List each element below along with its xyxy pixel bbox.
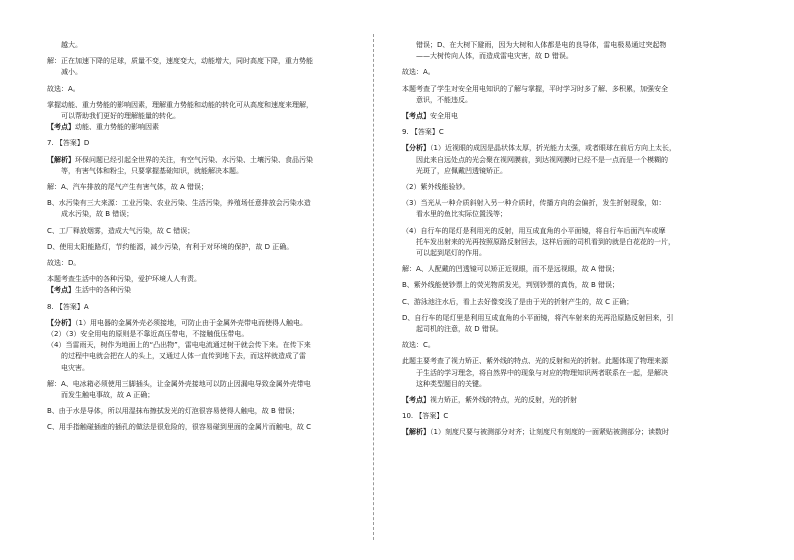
right-text-line (402, 368, 712, 379)
left-text-line (47, 242, 360, 253)
line-text: （4）当雷雨天，树作为地面上的“凸出物”，雷电电流通过树干就会传下来。在传下来 (47, 341, 311, 350)
left-text-line (47, 111, 360, 122)
line-text: 环保问题已经引起全世界的关注，有空气污染、水污染、土壤污染、食品污染 (75, 155, 313, 164)
left-text-line (47, 274, 360, 285)
right-text-line (402, 111, 712, 122)
section-tag: 【考点】 (47, 123, 75, 132)
right-text-line (402, 84, 712, 95)
line-text: 而发生触电事故，故 A 正确； (61, 391, 155, 400)
line-text: 电灾害。 (61, 363, 89, 372)
left-text-line (47, 166, 360, 177)
left-text-line (47, 226, 360, 237)
right-text-line (402, 209, 712, 220)
section-tag: 【考点】 (402, 112, 430, 121)
line-text: 等，有害气体和粉尘，只要掌握基础知识，就能解决本题。 (61, 166, 243, 175)
right-text-line (402, 313, 712, 324)
line-text: 托车发出射来的光再按照原路反射回去，这样后面的司机看到的就是白花花的一片， (416, 237, 675, 246)
right-text-line (402, 95, 712, 106)
line-text: B、紫外线能使钞票上的荧光物质发光，判别钞票的真伪，故 B 错误； (402, 281, 620, 290)
line-text: （1）用电器的金属外壳必须接地，可防止由于金属外壳带电而使得人触电。 (75, 318, 307, 327)
right-text-line (402, 67, 712, 78)
line-text: 成水污染，故 B 错误； (61, 210, 134, 219)
line-text: （1）刻度尺要与被测部分对齐；让刻度尺有刻度的一面紧贴被测部分；读数时 (430, 428, 669, 437)
left-text-line (47, 329, 360, 340)
right-text-line (402, 280, 712, 291)
line-text: 的过程中电就会把在人的头上，又通过人体一直传到地下去，而这样就造成了雷 (61, 352, 306, 361)
left-text-line (47, 209, 360, 220)
right-text-line (402, 166, 712, 177)
line-text: C、游泳池注水后，看上去好像变浅了是由于光的折射产生的，故 C 正确； (402, 297, 634, 306)
line-text: 7. 【答案】D (47, 139, 90, 148)
left-text-line (47, 84, 360, 95)
line-text: 起司机的注意，故 D 错误。 (416, 325, 503, 334)
line-text: 可以帮助我们更好的理解能量的转化。 (61, 112, 180, 121)
line-text: 看水里的鱼比实际位置浅等； (416, 210, 507, 219)
line-text: （4）自行车的尾灯是利用光的反射，用互成直角的小平面镜，将自行车后面汽车或摩 (402, 226, 666, 235)
line-text: 意识，不能违反。 (416, 95, 472, 104)
right-text-line (402, 427, 712, 438)
line-text: C、用手指触碰插座的插孔的做法是很危险的，很容易碰到里面的金属片而触电，故 C (47, 423, 311, 432)
left-text-line (47, 67, 360, 78)
line-text: 减小。 (61, 68, 82, 77)
line-text: 9. 【答案】C (402, 128, 444, 137)
line-text: （2）紫外线能验钞。 (402, 183, 470, 192)
section-tag: 【分析】 (47, 318, 75, 327)
right-text-line (402, 248, 712, 259)
left-text-line (47, 198, 360, 209)
right-text-line (402, 356, 712, 367)
line-text: 可以起到尾灯的作用。 (416, 249, 486, 258)
left-text-line (47, 138, 360, 149)
line-text: C、工厂释放烟雾，造成大气污染，故 C 错误； (47, 226, 195, 235)
line-text: 动能、重力势能的影响因素 (75, 123, 159, 132)
right-text-line (402, 155, 712, 166)
line-text: 越大。 (61, 41, 82, 49)
left-text-line (47, 351, 360, 362)
column-divider (373, 34, 374, 540)
line-text: 10. 【答案】C (402, 412, 449, 421)
left-text-line (47, 40, 360, 51)
line-text: 故选：A。 (402, 68, 435, 77)
right-text-line (402, 40, 712, 51)
line-text: 8. 【答案】A (47, 302, 89, 311)
right-text-line (402, 297, 712, 308)
line-text: 视力矫正，紫外线的特点，光的反射，光的折射 (430, 396, 577, 405)
line-text: 于生活的学习理念，将自然界中的现象与对应的物理知识两者联系在一起，是解决 (416, 368, 668, 377)
section-tag: 【考点】 (402, 396, 430, 405)
line-text: 解：A、人配戴的凹透镜可以矫正近视眼，而不是远视眼，故 A 错误； (402, 265, 620, 274)
section-tag: 【解析】 (402, 428, 430, 437)
right-text-line (402, 198, 712, 209)
line-text: 解：A、汽车排放的尾气产生有害气体，故 A 错误； (47, 183, 209, 192)
left-text-line (47, 285, 360, 296)
line-text: 解：A、电冰箱必须使用三脚插头，让金属外壳接地可以防止因漏电导致金属外壳带电 (47, 379, 311, 388)
left-text-line (47, 318, 360, 329)
line-text: 生活中的各种污染 (75, 286, 131, 295)
left-text-line (47, 258, 360, 269)
line-text: （1）近视眼的成因是晶状体太厚，折光能力太强，或者眼球在前后方向上太长， (430, 144, 676, 153)
right-text-line (402, 182, 712, 193)
line-text: 本题考查了学生对安全用电知识的了解与掌握，平时学习时多了解、多积累，加强安全 (402, 84, 668, 93)
line-text: 故选：D。 (47, 259, 81, 268)
line-text: 此题主要考查了视力矫正、紫外线的特点、光的反射和光的折射。此题体现了物理来源 (402, 357, 668, 366)
section-tag: 【解析】 (47, 155, 75, 164)
right-text-line (402, 51, 712, 62)
section-tag: 【分析】 (402, 144, 430, 153)
line-text: ——大树传向人体，而造成雷电灾害，故 D 错误。 (416, 52, 573, 61)
left-text-line (47, 100, 360, 111)
line-text: 故选：A。 (47, 84, 80, 93)
right-text-line (402, 411, 712, 422)
right-text-line (402, 395, 712, 406)
left-text-line (47, 340, 360, 351)
left-text-line (47, 379, 360, 390)
line-text: （3）当光从一种介质斜射入另一种介质时，传播方向的会偏折，发生折射现象，如： (402, 199, 666, 208)
line-text: 本题考查生活中的各种污染，爱护环境人人有责。 (47, 275, 201, 284)
right-text-line (402, 264, 712, 275)
left-text-line (47, 406, 360, 417)
left-text-line (47, 182, 360, 193)
left-text-line (47, 56, 360, 67)
left-text-line (47, 155, 360, 166)
line-text: 光斑了，应佩戴凹透镜矫正。 (416, 166, 507, 175)
left-column (47, 40, 360, 434)
left-text-line (47, 390, 360, 401)
right-text-line (402, 237, 712, 248)
line-text: 安全用电 (430, 112, 458, 121)
right-text-line (402, 226, 712, 237)
line-text: 错误；D、在大树下避雨，因为大树和人体都是电的良导体，雷电极易通过突起物 (416, 41, 667, 49)
line-text: 故选：C。 (402, 341, 435, 350)
line-text: 这种类型题目的关键。 (416, 379, 486, 388)
line-text: 解：正在加速下降的足球，质量不变，速度变大，动能增大，同时高度下降，重力势能 (47, 57, 313, 66)
right-text-line (402, 127, 712, 138)
right-column (402, 40, 712, 439)
line-text: 因此来自远处点的光会聚在视网膜前，到达视网膜时已经不是一点而是一个模糊的 (416, 155, 668, 164)
left-text-line (47, 422, 360, 433)
line-text: D、自行车的尾灯里是利用互成直角的小平面镜，将汽车射来的光再沿原路反射回来，引 (402, 313, 674, 322)
left-text-line (47, 302, 360, 313)
line-text: 掌握动能、重力势能的影响因素，理解重力势能和动能的转化可从高度和速度来理解， (47, 100, 313, 109)
right-text-line (402, 379, 712, 390)
right-text-line (402, 340, 712, 351)
left-text-line (47, 122, 360, 133)
line-text: B、水污染有三大来源：工业污染、农业污染、生活污染，养殖场任意排放会污染水造 (47, 199, 311, 208)
right-text-line (402, 324, 712, 335)
right-text-line (402, 143, 712, 154)
line-text: D、使用太阳能路灯，节约能源，减少污染，有利于对环境的保护，故 D 正确。 (47, 242, 294, 251)
line-text: B、由于水是导体，所以用湿抹布擦拭发光的灯泡很容易使得人触电，故 B 错误； (47, 407, 300, 416)
section-tag: 【考点】 (47, 286, 75, 295)
left-text-line (47, 363, 360, 374)
line-text: （2）（3）安全用电的原则是不靠近高压带电，不接触低压带电。 (47, 330, 249, 339)
